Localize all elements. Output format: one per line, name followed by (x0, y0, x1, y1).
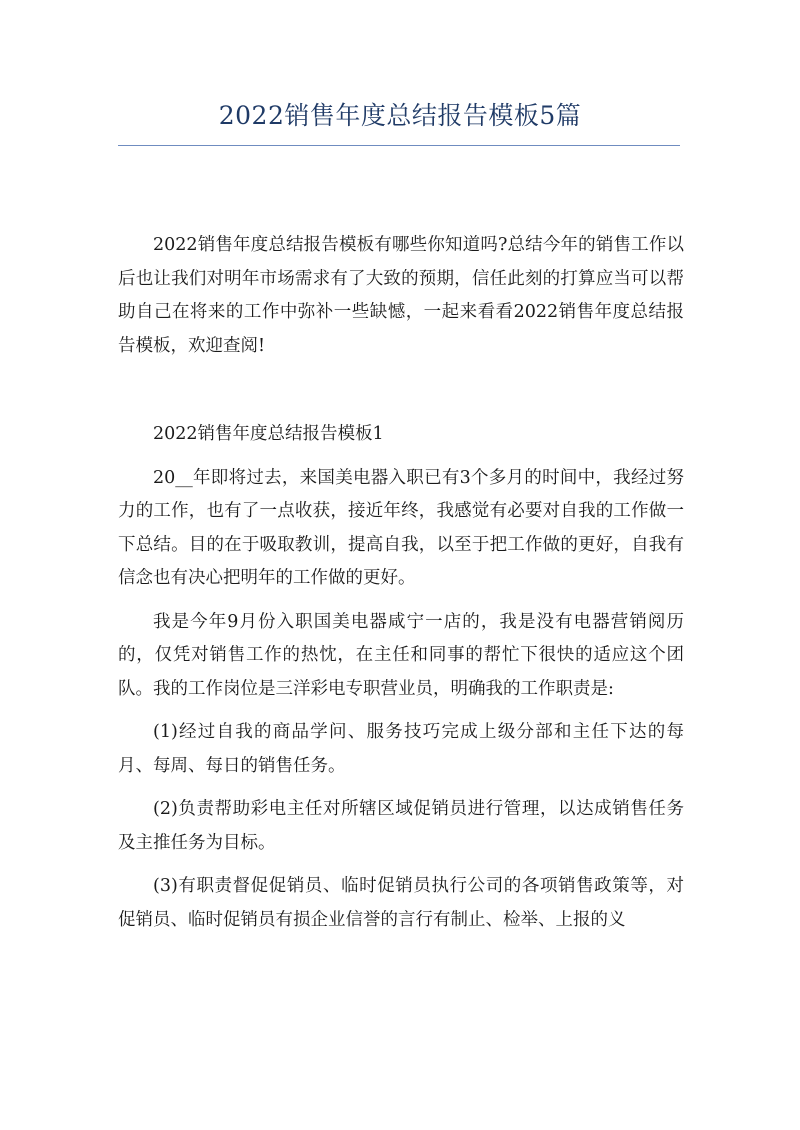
paragraph-spacer (118, 706, 684, 716)
paragraph-spacer (118, 783, 684, 793)
document-title: 2022销售年度总结报告模板5篇 (218, 101, 582, 130)
section-spacer (118, 363, 684, 418)
body-paragraph: 我是今年9月份入职国美电器咸宁一店的，我是没有电器营销阅历的，仅凭对销售工作的热忱，在主任和同事的帮忙下很快的适应这个团队。我的工作岗位是三洋彩电专职营业员，明确我的工作职责是: (118, 611, 684, 699)
paragraph-spacer (118, 860, 684, 870)
duty-item-1: (1)经过自我的商品学问、服务技巧完成上级分部和主任下达的每月、每周、每日的销售任务。 (118, 722, 684, 776)
title-divider (118, 145, 680, 146)
document-body (118, 229, 684, 937)
heading-spacer (118, 452, 684, 462)
duty-item-2: (2)负责帮助彩电主任对所辖区域促销员进行管理，以达成销售任务及主推任务为目标。 (118, 799, 684, 853)
duty-item-3: (3)有职责督促促销员、临时促销员执行公司的各项销售政策等，对促销员、临时促销员有损企业信誉的言行有制止、检举、上报的义 (118, 876, 684, 930)
section-heading: 2022销售年度总结报告模板1 (153, 424, 384, 444)
body-paragraph: 20__年即将过去，来国美电器入职已有3个多月的时间中，我经过努力的工作，也有了一点收获，接近年终，我感觉有必要对自我的工作做一下总结。目的在于吸取教训，提高自我，以至于把工作做的更好，自我有信念也有决心把明年的工作做的更好。 (118, 467, 684, 588)
intro-paragraph: 2022销售年度总结报告模板有哪些你知道吗?总结今年的销售工作以后也让我们对明年市场需求有了大致的预期，信任此刻的打算应当可以帮助自己在将来的工作中弥补一些缺憾，一起来看看2022销售年度总结报告模板，欢迎查阅! (118, 235, 684, 356)
paragraph-spacer (118, 596, 684, 606)
